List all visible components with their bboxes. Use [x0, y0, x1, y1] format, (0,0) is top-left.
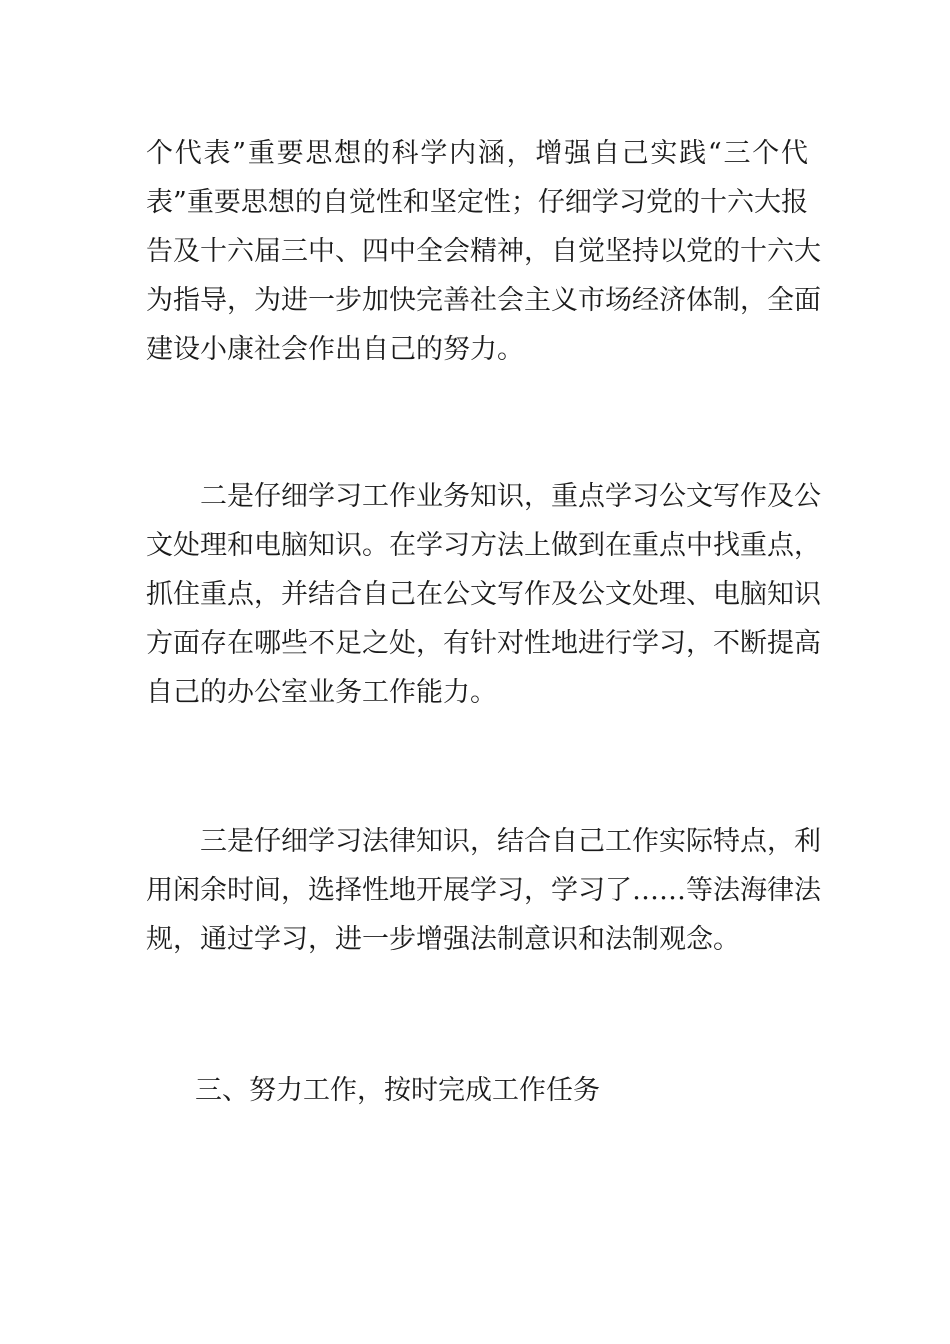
paragraph-line: 表”重要思想的自觉性和坚定性；仔细学习党的十六大报	[146, 187, 808, 218]
paragraph-line: 抓住重点，并结合自己在公文写作及公文处理、电脑知识	[146, 579, 821, 610]
paragraph-line: 用闲余时间，选择性地开展学习，学习了……等法海律法	[146, 875, 821, 906]
paragraph-line: 告及十六届三中、四中全会精神，自觉坚持以党的十六大	[146, 236, 821, 267]
paragraph-line: 方面存在哪些不足之处，有针对性地进行学习，不断提高	[146, 628, 821, 659]
section-heading: 三、努力工作，按时完成工作任务	[195, 1075, 600, 1106]
paragraph-line: 文处理和电脑知识。在学习方法上做到在重点中找重点，	[146, 530, 821, 561]
paragraph-line: 为指导，为进一步加快完善社会主义市场经济体制，全面	[146, 285, 821, 316]
paragraph-line: 建设小康社会作出自己的努力。	[146, 334, 524, 365]
paragraph-line: 二是仔细学习工作业务知识，重点学习公文写作及公	[200, 481, 821, 512]
paragraph-line: 自己的办公室业务工作能力。	[146, 677, 497, 708]
paragraph-line: 个代表”重要思想的科学内涵，增强自己实践“三个代	[146, 138, 808, 169]
paragraph-line: 三是仔细学习法律知识，结合自己工作实际特点，利	[200, 826, 821, 857]
paragraph-line: 规，通过学习，进一步增强法制意识和法制观念。	[146, 924, 740, 955]
